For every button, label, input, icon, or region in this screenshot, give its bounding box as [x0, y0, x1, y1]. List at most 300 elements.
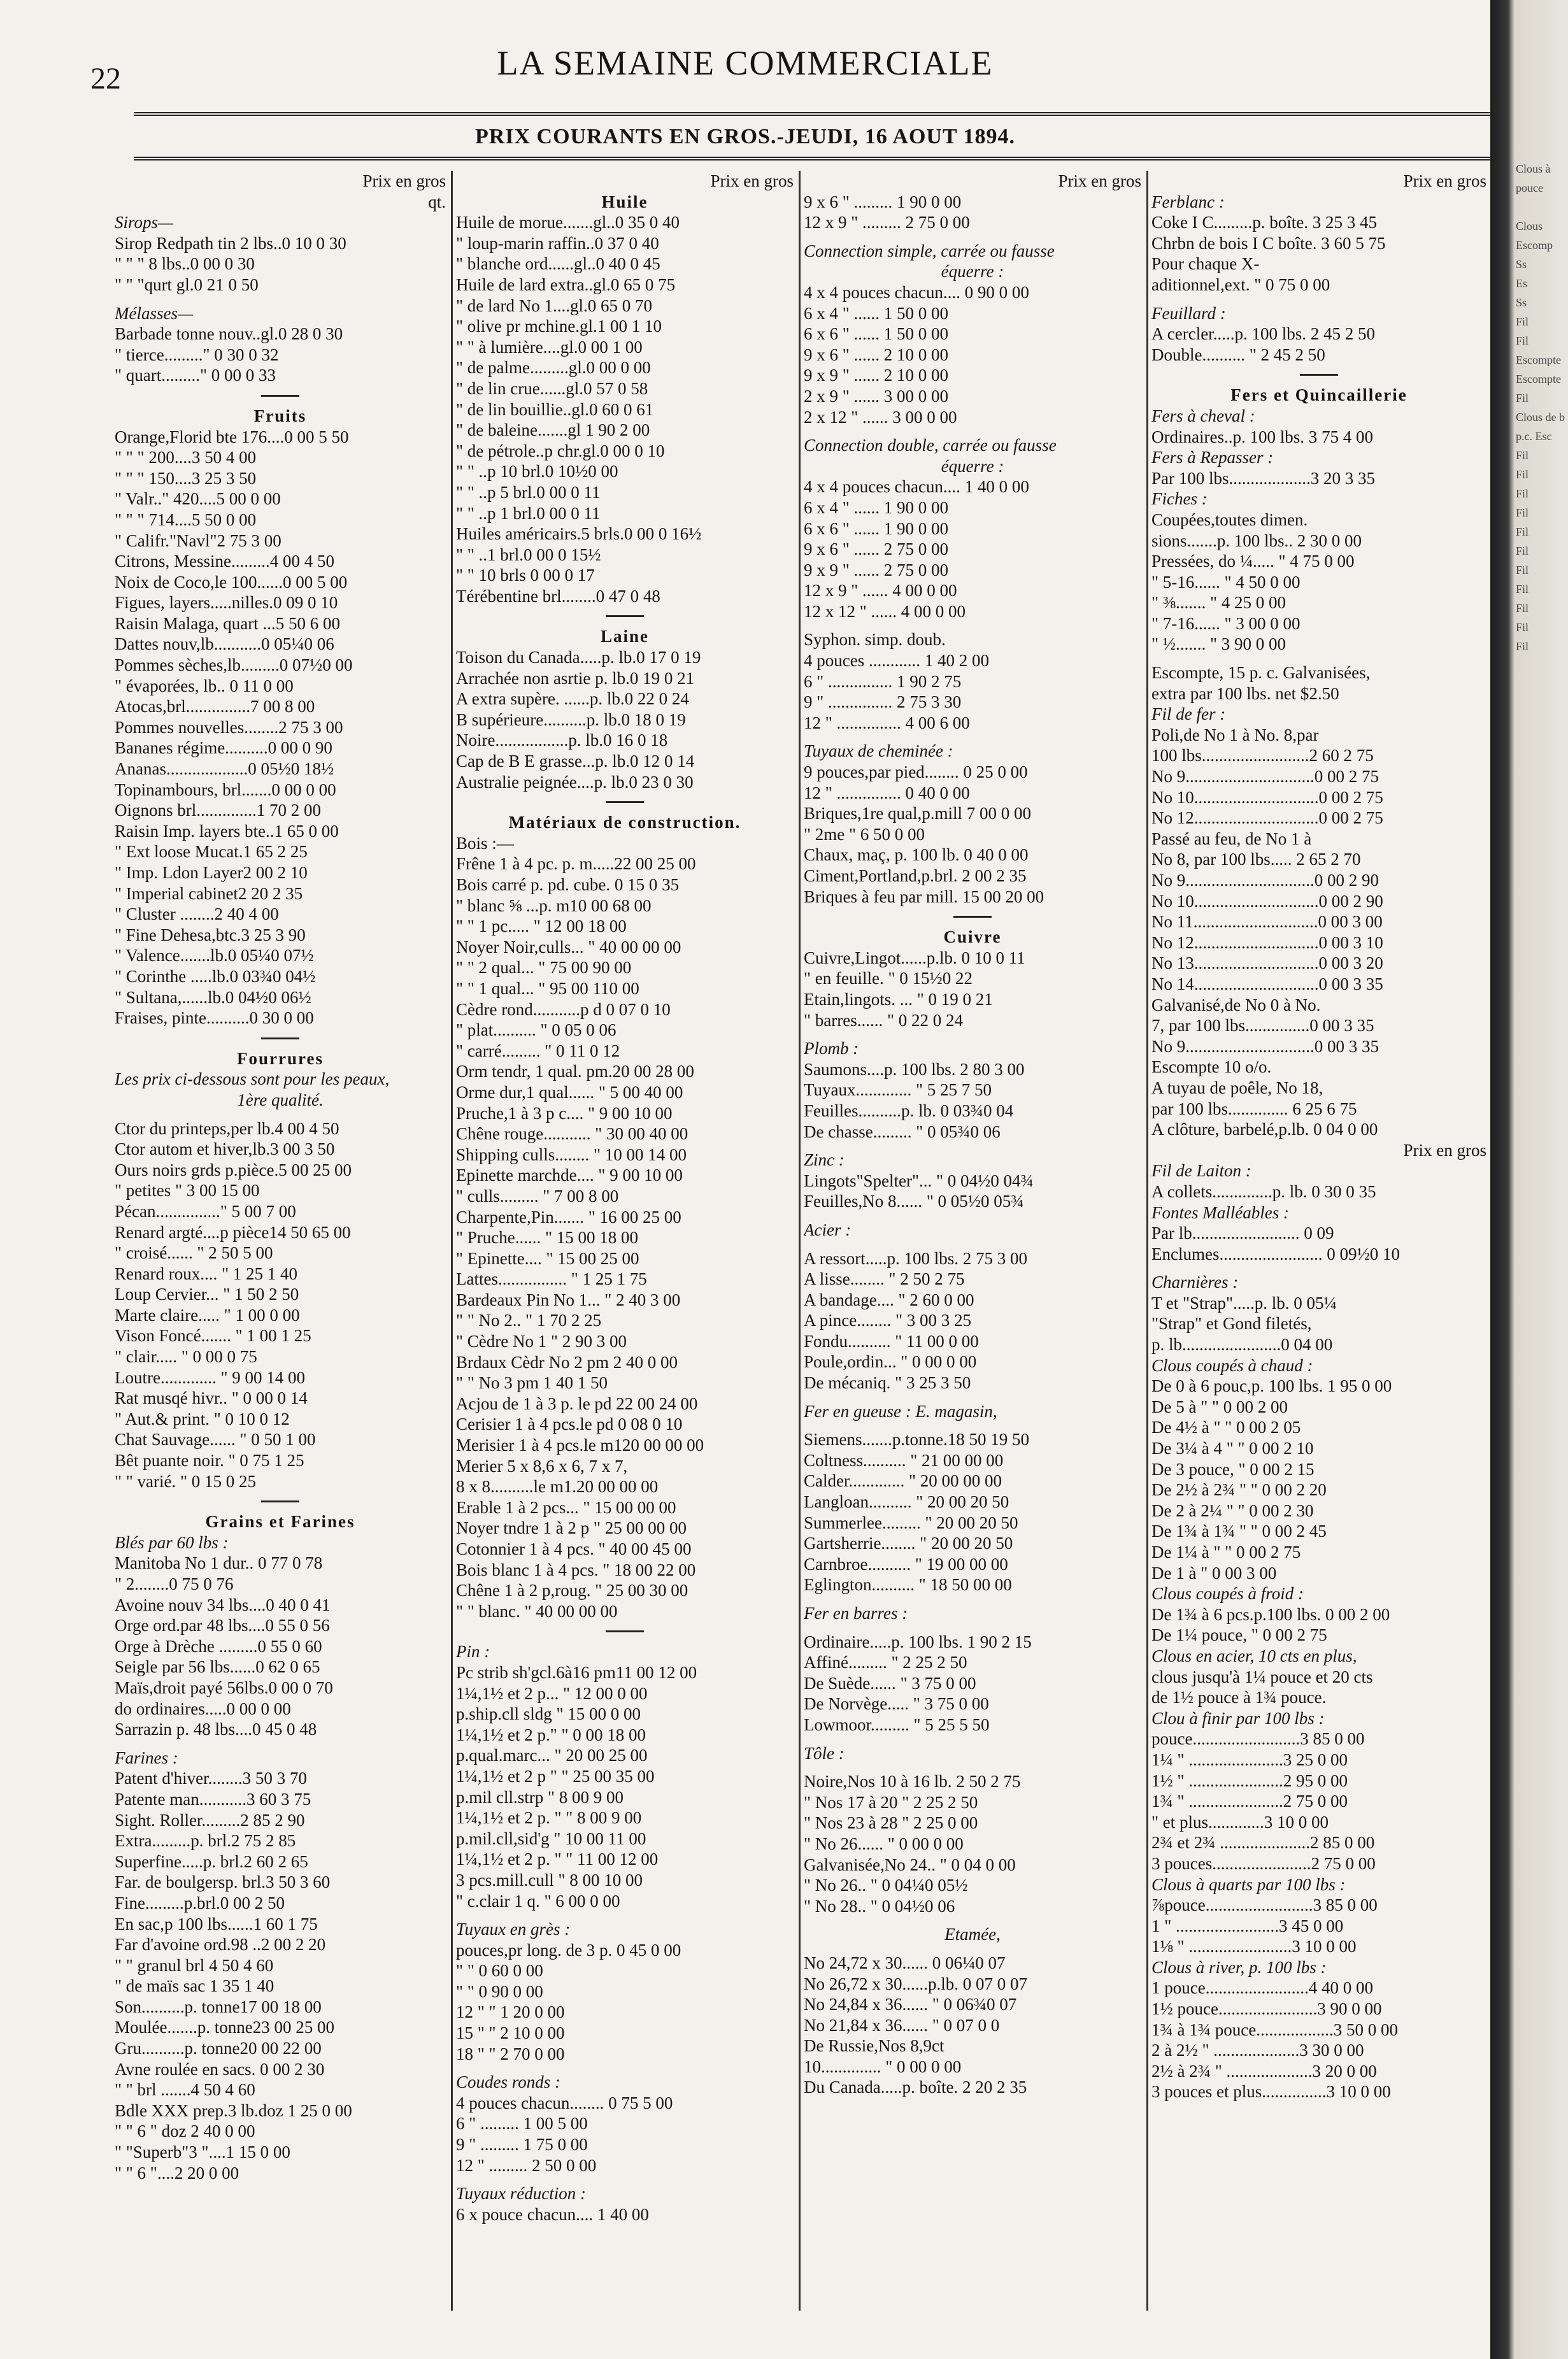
price-line: Orge à Drèche .........0 55 0 60 [115, 1636, 322, 1656]
torn-edge-fragment: Fil [1516, 334, 1529, 347]
price-line: "Strap" et Gond filetés, [1151, 1314, 1312, 1334]
price-line: " clair..... " 0 00 0 75 [115, 1347, 257, 1367]
price-line: 1¼ " ......................3 25 0 00 [1151, 1750, 1348, 1769]
price-line: " " " 714....5 50 0 00 [115, 510, 257, 529]
price-line: 2 à 2½ " ....................3 30 0 00 [1151, 2041, 1364, 2060]
price-line: Gartsherrie........ " 20 00 20 50 [804, 1534, 1013, 1553]
price-line: Térébentine brl........0 47 0 48 [456, 586, 660, 606]
subsection-label: Clous en acier, 10 cts en plus, [1151, 1646, 1357, 1665]
price-line: " No 28.. " 0 04½0 06 [804, 1896, 955, 1916]
price-line: extra par 100 lbs. net $2.50 [1151, 683, 1339, 703]
subsection-label: Fil de fer : [1151, 704, 1226, 724]
price-line: " Valence.......lb.0 05¼0 07½ [115, 946, 314, 966]
price-line: " " 6 "....2 20 0 00 [115, 2163, 239, 2183]
price-line: " 5-16...... " 4 50 0 00 [1151, 572, 1301, 592]
price-line: De 1¾ à 6 pcs.p.100 lbs. 0 00 2 00 [1151, 1604, 1390, 1624]
price-line: Acjou de 1 à 3 p. le pd 22 00 24 00 [456, 1393, 698, 1413]
price-line: Barbade tonne nouv..gl.0 28 0 30 [115, 324, 343, 344]
price-line: Huile de lard extra..gl.0 65 0 75 [456, 274, 676, 294]
price-line: Pommes sèches,lb.........0 07½0 00 [115, 655, 353, 675]
price-line: B supérieure..........p. lb.0 18 0 19 [456, 709, 686, 729]
price-line: No 12.............................0 00 2 75 [1151, 808, 1383, 828]
price-line: Shipping culls........ " 10 00 14 00 [456, 1144, 687, 1164]
price-line: " " No 2.. " 1 70 2 25 [456, 1311, 602, 1330]
spacer [804, 1764, 1141, 1771]
price-line: 1 pouce........................4 40 0 00 [1151, 1978, 1373, 1998]
price-line: Oignons brl..............1 70 2 00 [115, 801, 321, 820]
price-line: Frêne 1 à 4 pc. p. m.....22 00 25 00 [456, 854, 696, 874]
price-line: 6 x 4 " ...... 1 90 0 00 [804, 497, 949, 517]
price-line: 6 " ............... 1 90 2 75 [804, 671, 962, 691]
price-line: 12 " ............... 4 00 6 00 [804, 713, 970, 732]
price-line: No 21,84 x 36...... " 0 07 0 0 [804, 2015, 1000, 2035]
price-line: De chasse......... " 0 05¾0 06 [804, 1122, 1001, 1141]
price-line: " de baleine.......gl 1 90 2 00 [456, 420, 650, 440]
section-divider [953, 916, 992, 918]
price-line: A pince........ " 3 00 3 25 [804, 1311, 971, 1330]
price-line: " loup-marin raffin..0 37 0 40 [456, 233, 659, 253]
price-line: Ordinaires..p. 100 lbs. 3 75 4 00 [1151, 427, 1373, 446]
price-line: A ressort.....p. 100 lbs. 2 75 3 00 [804, 1248, 1027, 1268]
price-line: " 2........0 75 0 76 [115, 1574, 234, 1593]
price-line: Dattes nouv,lb...........0 05¼0 06 [115, 634, 334, 654]
price-line: No 9..............................0 00 2 75 [1151, 767, 1379, 787]
spacer [804, 622, 1141, 629]
spacer [804, 1030, 1141, 1038]
section-divider [606, 615, 644, 617]
torn-edge-fragment: Es [1516, 277, 1527, 290]
price-line: 1⅛ " ........................3 10 0 00 [1151, 1937, 1357, 1956]
price-line: " Sultana,......lb.0 04½0 06½ [115, 987, 311, 1007]
price-line: " Epinette.... " 15 00 25 00 [456, 1248, 639, 1268]
subsection-label: Clous à quarts par 100 lbs : [1151, 1874, 1346, 1894]
torn-edge-fragment: Fil [1516, 640, 1529, 653]
price-line: Loutre............. " 9 00 14 00 [115, 1367, 305, 1387]
price-line: p.ship.cll sldg " 15 00 0 00 [456, 1704, 641, 1724]
price-line: De mécaniq. " 3 25 3 50 [804, 1373, 971, 1393]
section-heading: Grains et Farines [205, 1512, 355, 1532]
price-line: Sarrazin p. 48 lbs....0 45 0 48 [115, 1720, 317, 1739]
price-line: Affiné......... " 2 25 2 50 [804, 1653, 967, 1672]
price-line: 3 pcs.mill.cull " 8 00 10 00 [456, 1870, 643, 1890]
price-line: 4 pouces chacun........ 0 75 5 00 [456, 2093, 673, 2113]
price-line: De 5 à " " 0 00 2 00 [1151, 1397, 1288, 1416]
price-line: 6 " ......... 1 00 5 00 [456, 2114, 588, 2134]
price-line: De 3¼ à 4 " " 0 00 2 10 [1151, 1439, 1314, 1458]
price-line: Merisier 1 à 4 pcs.le m120 00 00 00 [456, 1436, 704, 1455]
price-line: Marte claire..... " 1 00 0 00 [115, 1305, 300, 1325]
section-heading: Fruits [253, 406, 307, 425]
price-line: Enclumes........................ 0 09½0 10 [1151, 1244, 1400, 1264]
price-line: A collets..............p. lb. 0 30 0 35 [1151, 1181, 1376, 1201]
price-line: 1¾ " ......................2 75 0 00 [1151, 1792, 1348, 1811]
torn-edge-fragment: Escompte [1516, 373, 1561, 385]
torn-edge-fragment: Fil [1516, 545, 1529, 557]
price-line: No 26,72 x 30......p.lb. 0 07 0 07 [804, 1974, 1027, 1993]
price-line: Far d'avoine ord.98 ..2 00 2 20 [115, 1935, 326, 1955]
price-line: Pécan..............." 5 00 7 00 [115, 1201, 296, 1221]
price-line: 3 pouces et plus...............3 10 0 00 [1151, 2082, 1391, 2102]
price-line: Cerisier 1 à 4 pcs.le pd 0 08 0 10 [456, 1415, 683, 1434]
price-line: A clôture, barbelé,p.lb. 0 04 0 00 [1151, 1120, 1378, 1139]
price-line: " Imp. Ldon Layer2 00 2 10 [115, 863, 308, 882]
price-line: Atocas,brl...............7 00 8 00 [115, 697, 315, 716]
price-line: 12 x 9 " ...... 4 00 0 00 [804, 581, 957, 601]
price-line: " de lin bouillie..gl.0 60 0 61 [456, 399, 654, 419]
price-line: 4 x 4 pouces chacun.... 1 40 0 00 [804, 477, 1029, 497]
subsection-label: Feuillard : [1151, 303, 1226, 323]
price-line: Epinette marchde.... " 9 00 10 00 [456, 1165, 683, 1185]
subsection-label: Clous coupés à froid : [1151, 1584, 1304, 1604]
price-line: 1¾ à 1¾ pouce..................3 50 0 00 [1151, 2020, 1398, 2039]
price-line: Noix de Coco,le 100......0 00 5 00 [115, 572, 348, 592]
price-line: 1¼,1½ et 2 p " " 25 00 35 00 [456, 1766, 655, 1786]
price-line: Bois carré p. pd. cube. 0 15 0 35 [456, 875, 680, 894]
price-line: No 8, par 100 lbs..... 2 65 2 70 [1151, 850, 1361, 869]
torn-edge-fragment: Clous [1516, 220, 1543, 232]
price-line: 6 x 4 " ...... 1 50 0 00 [804, 303, 949, 323]
price-line: Calder............. " 20 00 00 00 [804, 1471, 1002, 1491]
subsection-label: Tuyaux de cheminée : [804, 741, 953, 761]
subsection-label: Clou à finir par 100 lbs : [1151, 1708, 1325, 1728]
price-line: 1½ " ......................2 95 0 00 [1151, 1771, 1348, 1790]
torn-edge-fragment: Fil [1516, 583, 1529, 595]
price-line: Passé au feu, de No 1 à [1151, 829, 1312, 848]
price-line: " de maïs sac 1 35 1 40 [115, 1976, 274, 1996]
price-line: " carré......... " 0 11 0 12 [456, 1041, 620, 1060]
price-line: Pour chaque X- [1151, 254, 1260, 274]
price-line: Gru..........p. tonne20 00 22 00 [115, 2039, 322, 2058]
section-divider [261, 1500, 299, 1502]
column-header: Prix en gros [1403, 1140, 1486, 1160]
price-line: Eglington.......... " 18 50 00 00 [804, 1575, 1012, 1595]
price-line: Du Canada.....p. boîte. 2 20 2 35 [804, 2077, 1027, 2097]
torn-edge-fragment: p.c. Esc [1516, 430, 1552, 443]
spacer [804, 1212, 1141, 1220]
subsection-label: Fer en gueuse : E. magasin, [804, 1401, 997, 1421]
subsection-label: Zinc : [804, 1150, 845, 1170]
price-line: Avne roulée en sacs. 0 00 2 30 [115, 2059, 325, 2079]
torn-edge-fragment: Fil [1516, 602, 1529, 615]
torn-edge-text [1516, 159, 1568, 656]
price-line: Carnbroe.......... " 19 00 00 00 [804, 1554, 1008, 1574]
subsection-label: Etamée, [944, 1925, 1001, 1944]
price-line: clous jusqu'à 1¼ pouce et 20 cts [1151, 1667, 1373, 1686]
torn-edge-fragment: Fil [1516, 315, 1529, 328]
price-line: 12 " " 1 20 0 00 [456, 2002, 565, 2022]
price-line: 4 x 4 pouces chacun.... 0 90 0 00 [804, 282, 1029, 302]
subsection-label: Fontes Malléables : [1151, 1202, 1289, 1222]
price-line: Cotonnier 1 à 4 pcs. " 40 00 45 00 [456, 1539, 692, 1558]
price-line: Renard roux.... " 1 25 1 40 [115, 1264, 297, 1283]
price-line: pouces,pr long. de 3 p. 0 45 0 00 [456, 1940, 681, 1960]
price-line: " tierce........." 0 30 0 32 [115, 345, 279, 364]
price-line: ⅞pouce.........................3 85 0 00 [1151, 1895, 1378, 1915]
price-line: Brdaux Cèdr No 2 pm 2 40 0 00 [456, 1352, 678, 1372]
subsection-label: Connection double, carrée ou fausse [804, 436, 1057, 455]
price-line: Sight. Roller.........2 85 2 90 [115, 1810, 305, 1830]
price-line: De 2 à 2¼ " " 0 00 2 30 [1151, 1500, 1314, 1520]
price-line: Fondu.......... " 11 00 0 00 [804, 1331, 979, 1351]
price-line: Orm tendr, 1 qual. pm.20 00 28 00 [456, 1062, 694, 1081]
price-line: Noire.................p. lb.0 16 0 18 [456, 731, 668, 750]
price-line: " Nos 17 à 20 " 2 25 2 50 [804, 1792, 978, 1812]
price-line: De 1 à " 0 00 3 00 [1151, 1563, 1277, 1583]
price-line: Citrons, Messine.........4 00 4 50 [115, 552, 335, 571]
price-line: sions.......p. 100 lbs.. 2 30 0 00 [1151, 531, 1362, 550]
spacer [804, 1422, 1141, 1429]
price-line: 8 x 8..........le m1.20 00 00 00 [456, 1477, 659, 1497]
price-line: Moulée.......p. tonne23 00 25 00 [115, 2018, 334, 2037]
price-line: Cap de B E grasse...p. lb.0 12 0 14 [456, 752, 695, 771]
price-line: Arrachée non asrtie p. lb.0 19 0 21 [456, 668, 695, 688]
torn-edge-fragment: Clous de b [1516, 411, 1565, 424]
subsection-label: équerre : [941, 262, 1004, 282]
price-line: Noyer tndre 1 à 2 p " 25 00 00 00 [456, 1518, 687, 1538]
price-line: 1¼,1½ et 2 p... " 12 00 0 00 [456, 1683, 648, 1703]
price-line: Feuilles..........p. lb. 0 03¾0 04 [804, 1101, 1014, 1120]
price-line: Escompte, 15 p. c. Galvanisées, [1151, 663, 1371, 683]
subsection-label: Fiches : [1151, 489, 1208, 509]
price-line: Par lb......................... 0 09 [1151, 1223, 1334, 1243]
section-heading: Huile [601, 192, 648, 211]
price-line: No 12.............................0 00 3 10 [1151, 932, 1383, 952]
spacer [804, 1595, 1141, 1603]
price-line: Manitoba No 1 dur.. 0 77 0 78 [115, 1553, 323, 1573]
price-line: En sac,p 100 lbs......1 60 1 75 [115, 1914, 318, 1934]
price-line: " " à lumière....gl.0 00 1 00 [456, 337, 643, 357]
price-line: " Califr."Navl"2 75 3 00 [115, 531, 282, 550]
price-line: Poule,ordin... " 0 00 0 00 [804, 1352, 977, 1372]
spacer [804, 733, 1141, 741]
subsection-label: Pin : [456, 1642, 490, 1662]
section-heading: Matériaux de construction. [508, 813, 741, 832]
price-line: No 9..............................0 00 3 35 [1151, 1036, 1379, 1056]
price-line: Chrbn de bois I C boîte. 3 60 5 75 [1151, 233, 1386, 253]
price-line: Topinambours, brl.......0 00 0 00 [115, 780, 336, 799]
price-line: " " 10 brls 0 00 0 17 [456, 566, 595, 585]
price-line: " " blanc. " 40 00 00 00 [456, 1601, 618, 1621]
price-line: " de palme.........gl.0 00 0 00 [456, 358, 651, 378]
column-header: Prix en gros [362, 171, 446, 190]
price-line: Saumons....p. 100 lbs. 2 80 3 00 [804, 1059, 1025, 1079]
price-line: " Fine Dehesa,btc.3 25 3 90 [115, 925, 306, 944]
price-line: Australie peignée....p. lb.0 23 0 30 [456, 772, 694, 792]
price-line: No 24,84 x 36...... " 0 06¾0 07 [804, 1995, 1017, 2014]
column-divider-3 [1146, 171, 1148, 2311]
spacer [1151, 655, 1486, 662]
price-line: " " 1 qual... " 95 00 110 00 [456, 978, 639, 998]
price-line: Patent d'hiver........3 50 3 70 [115, 1769, 307, 1788]
price-line: Briques,1re qual,p.mill 7 00 0 00 [804, 804, 1031, 823]
price-line: " " brl .......4 50 4 60 [115, 2080, 255, 2100]
price-line: Galvanisée,No 24.. " 0 04 0 00 [804, 1855, 1016, 1874]
column-1 [115, 171, 446, 2317]
price-line: " No 26.. " 0 04¼0 05½ [804, 1876, 968, 1895]
price-line: 1¼,1½ et 2 p. " " 11 00 12 00 [456, 1849, 659, 1869]
price-line: 6 x 6 " ...... 1 50 0 00 [804, 324, 949, 344]
subsection-label: Clous à river, p. 100 lbs : [1151, 1957, 1327, 1977]
price-line: 4 pouces ............ 1 40 2 00 [804, 651, 989, 671]
price-line: 1½ pouce.......................3 90 0 00 [1151, 1999, 1382, 2019]
torn-edge-fragment [1516, 197, 1568, 217]
price-line: Lattes................ " 1 25 1 75 [456, 1269, 647, 1289]
price-line: par 100 lbs.............. 6 25 6 75 [1151, 1099, 1357, 1118]
price-line: De Suède...... " 3 75 0 00 [804, 1673, 976, 1693]
price-line: Lowmoor......... " 5 25 5 50 [804, 1714, 990, 1734]
column-3 [804, 171, 1141, 2317]
price-line: Bananes régime..........0 00 0 90 [115, 738, 332, 758]
price-line: No 11.............................0 00 3 00 [1151, 912, 1383, 932]
price-line: A tuyau de poêle, No 18, [1151, 1078, 1323, 1097]
spacer [804, 1735, 1141, 1743]
price-line: Etain,lingots. ... " 0 19 0 21 [804, 989, 993, 1009]
spacer [115, 1111, 446, 1118]
price-line: " Pruche...... " 15 00 18 00 [456, 1228, 639, 1248]
price-line: " de lard No 1....gl.0 65 0 70 [456, 296, 652, 315]
column-divider-2 [799, 171, 801, 2311]
price-line: Ours noirs grds p.pièce.5 00 25 00 [115, 1160, 352, 1180]
price-line: De Norvège..... " 3 75 0 00 [804, 1694, 989, 1714]
spacer [804, 1142, 1141, 1150]
price-line: " Ext loose Mucat.1 65 2 25 [115, 842, 308, 862]
price-line: Fine.........p.brl.0 00 2 50 [115, 1893, 285, 1913]
price-line: 9 " ............... 2 75 3 30 [804, 692, 962, 712]
price-line: " Valr.." 420....5 00 0 00 [115, 489, 281, 509]
section-heading: Cuivre [943, 927, 1002, 947]
spacer [804, 427, 1141, 435]
price-line: Pc strib sh'gcl.6à16 pm11 00 12 00 [456, 1662, 697, 1682]
price-line: Ordinaire.....p. 100 lbs. 1 90 2 15 [804, 1632, 1032, 1651]
price-line: Bdle XXX prep.3 lb.doz 1 25 0 00 [115, 2100, 352, 2120]
section-divider [606, 801, 644, 803]
price-line: Huile de morue.......gl..0 35 0 40 [456, 213, 680, 232]
price-line: " et plus.............3 10 0 00 [1151, 1812, 1329, 1832]
price-line: 12 x 9 " ......... 2 75 0 00 [804, 213, 970, 232]
torn-edge-fragment: Fil [1516, 621, 1529, 634]
price-line: 1¼,1½ et 2 p." " 0 00 18 00 [456, 1725, 646, 1744]
section-divider [261, 395, 299, 397]
price-line: " " ..p 1 brl.0 00 0 11 [456, 503, 601, 523]
price-line: de 1½ pouce à 1¾ pouce. [1151, 1688, 1327, 1707]
price-line: Pommes nouvelles........2 75 3 00 [115, 717, 343, 737]
price-line: " olive pr mchine.gl.1 00 1 10 [456, 317, 662, 336]
price-line: 1 " ........................3 45 0 00 [1151, 1916, 1344, 1935]
column-header: Prix en gros [710, 171, 794, 190]
price-line: 10.............. " 0 00 0 00 [804, 2056, 962, 2076]
column-divider-1 [451, 171, 453, 2311]
subtitle-rule [134, 157, 1490, 160]
column-4 [1151, 171, 1486, 2317]
price-line: " " ..1 brl.0 00 0 15½ [456, 545, 601, 564]
price-line: Double.......... " 2 45 2 50 [1151, 345, 1325, 364]
price-line: Maïs,droit payé 56lbs.0 00 0 70 [115, 1678, 333, 1697]
price-line: Charpente,Pin....... " 16 00 25 00 [456, 1207, 681, 1227]
price-line: Orge ord.par 48 lbs....0 55 0 56 [115, 1616, 330, 1636]
price-line: T et "Strap".....p. lb. 0 05¼ [1151, 1293, 1337, 1313]
subsection-label: Tuyaux en grès : [456, 1920, 571, 1939]
price-line: 7, par 100 lbs...............0 00 3 35 [1151, 1016, 1374, 1036]
subsection-label: Fers à Repasser : [1151, 448, 1274, 467]
subsection-label: Les prix ci-dessous sont pour les peaux, [115, 1069, 390, 1089]
spacer [804, 233, 1141, 241]
price-line: 6 x pouce chacun.... 1 40 00 [456, 2204, 649, 2224]
subsection-label: équerre : [941, 456, 1004, 476]
price-line: 100 lbs.........................2 60 2 75 [1151, 746, 1374, 766]
price-line: " 2me " 6 50 0 00 [804, 824, 925, 844]
subsection-label: Tôle : [804, 1743, 845, 1763]
price-line: No 10.............................0 00 2 90 [1151, 891, 1383, 911]
price-line: Bois :— [456, 833, 514, 853]
price-line: Renard argté....p pièce14 50 65 00 [115, 1222, 351, 1242]
price-line: Seigle par 56 lbs......0 62 0 65 [115, 1657, 320, 1677]
price-line: Tuyaux............. " 5 25 7 50 [804, 1080, 992, 1100]
price-line: " No 26...... " 0 00 0 00 [804, 1834, 964, 1853]
price-line: Galvanisé,de No 0 à No. [1151, 995, 1321, 1015]
torn-edge-fragment: Fil [1516, 449, 1529, 462]
price-line: Briques à feu par mill. 15 00 20 00 [804, 887, 1044, 906]
price-line: " Corinthe .....lb.0 03¾0 04½ [115, 966, 316, 986]
price-line: " " "qurt gl.0 21 0 50 [115, 274, 259, 294]
price-line: 9 x 6 " ...... 2 10 0 00 [804, 345, 949, 364]
spacer [804, 1393, 1141, 1401]
price-line: De 1¼ à " " 0 00 2 75 [1151, 1543, 1301, 1562]
torn-edge-fragment: Clous à [1516, 162, 1551, 175]
spacer [804, 1624, 1141, 1632]
column-header: qt. [428, 192, 446, 211]
section-divider [606, 1630, 644, 1632]
price-line: De 0 à 6 pouc,p. 100 lbs. 1 95 0 00 [1151, 1376, 1392, 1396]
subsection-label: Mélasses— [115, 303, 193, 323]
price-line: No 13.............................0 00 3 20 [1151, 953, 1383, 973]
torn-edge-fragment: Ss [1516, 296, 1527, 309]
price-line: Raisin Malaga, quart ...5 50 6 00 [115, 613, 340, 633]
price-line: " Cluster ........2 40 4 00 [115, 904, 279, 924]
price-line: Sirop Redpath tin 2 lbs..0 10 0 30 [115, 233, 346, 253]
price-line: " ⅜....... " 4 25 0 00 [1151, 593, 1286, 613]
price-line: Superfine.....p. brl.2 60 2 65 [115, 1851, 308, 1871]
price-line: do ordinaires.....0 00 0 00 [115, 1699, 291, 1718]
price-line: 2½ à 2¾ " ....................3 20 0 00 [1151, 2061, 1377, 2081]
price-line: " " No 3 pm 1 40 1 50 [456, 1373, 608, 1393]
torn-edge-fragment: Fil [1516, 525, 1529, 538]
price-line: 3 pouces.......................2 75 0 00 [1151, 1853, 1376, 1873]
price-line: " " " 150....3 25 3 50 [115, 468, 257, 488]
price-line: Langloan.......... " 20 00 20 50 [804, 1492, 1009, 1512]
price-line: Bardeaux Pin No 1... " 2 40 3 00 [456, 1290, 681, 1309]
price-line: A lisse........ " 2 50 2 75 [804, 1269, 965, 1289]
price-line: " " 0 90 0 00 [456, 1981, 543, 2001]
price-line: Ananas...................0 05½0 18½ [115, 759, 334, 779]
price-line: 15 " " 2 10 0 00 [456, 2023, 565, 2043]
price-line: " petites " 3 00 15 00 [115, 1181, 260, 1201]
price-line: pouce.........................3 85 0 00 [1151, 1729, 1365, 1749]
torn-edge-fragment: Fil [1516, 392, 1529, 404]
price-line: Chaux, maç, p. 100 lb. 0 40 0 00 [804, 845, 1029, 865]
price-list-subtitle: PRIX COURANTS EN GROS.-JEUDI, 16 AOUT 1894. [474, 125, 1016, 148]
subsection-label: Clous coupés à chaud : [1151, 1355, 1313, 1375]
price-line: p. lb.......................0 04 00 [1151, 1335, 1333, 1355]
price-line: Pruche,1 à 3 p c.... " 9 00 10 00 [456, 1103, 673, 1123]
subsection-label: Plomb : [804, 1039, 859, 1058]
torn-edge-fragment: Fil [1516, 506, 1529, 519]
price-line: De Russie,Nos 8,9ct [804, 2036, 944, 2056]
torn-edge-fragment: Ss [1516, 258, 1527, 271]
price-line: Son..........p. tonne17 00 18 00 [115, 1997, 322, 2016]
price-line: 12 " ............... 0 40 0 00 [804, 783, 970, 802]
price-line: Syphon. simp. doub. [804, 630, 946, 650]
price-line: Coupées,toutes dimen. [1151, 510, 1308, 529]
